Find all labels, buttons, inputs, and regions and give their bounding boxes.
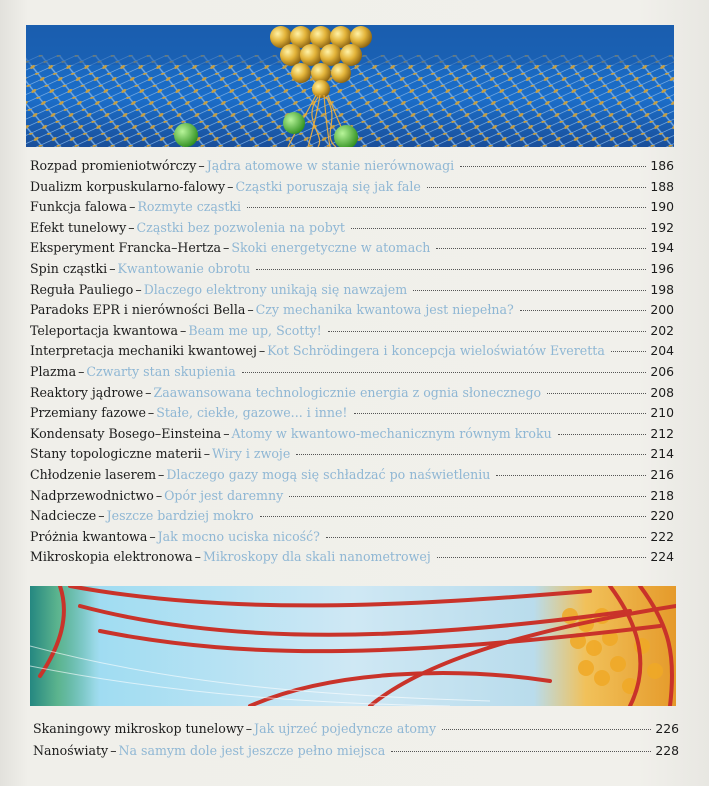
entry-title: Mikroskopia elektronowa xyxy=(30,549,193,565)
entry-separator: – xyxy=(203,446,211,462)
entry-page-number: 206 xyxy=(650,363,674,379)
entry-title: Stany topologiczne materii xyxy=(30,446,202,462)
dot-leader xyxy=(326,537,646,538)
entry-separator: – xyxy=(194,549,201,565)
dot-leader xyxy=(436,248,646,249)
entry-page-number: 200 xyxy=(650,302,674,318)
toc-entry xyxy=(30,218,674,239)
toc-entry xyxy=(30,197,674,218)
entry-separator: – xyxy=(245,721,253,736)
entry-separator: – xyxy=(149,528,156,544)
entry-subtitle: Beam me up, Scotty! xyxy=(188,322,322,338)
dot-leader xyxy=(496,475,646,476)
entry-title: Efekt tunelowy xyxy=(30,219,127,235)
dot-leader xyxy=(328,331,647,332)
entry-page-number: 190 xyxy=(650,199,674,215)
entry-subtitle: Dlaczego elektrony unikają się nawzajem xyxy=(143,281,408,297)
entry-separator: – xyxy=(223,240,230,256)
entry-subtitle: Mikroskopy dla skali nanometrowej xyxy=(202,549,431,565)
entry-subtitle: Stałe, ciekłe, gazowe... i inne! xyxy=(156,405,348,421)
dot-leader xyxy=(289,496,646,497)
dot-leader xyxy=(351,228,646,229)
dot-leader xyxy=(611,351,646,352)
dot-leader xyxy=(520,310,647,311)
toc-entry xyxy=(30,341,674,362)
toc-entry xyxy=(33,718,679,740)
entry-subtitle: Skoki energetyczne w atomach xyxy=(231,240,431,256)
dot-leader xyxy=(242,372,647,373)
entry-page-number: 188 xyxy=(650,178,674,194)
entry-separator: – xyxy=(158,466,165,482)
dot-leader xyxy=(427,187,646,188)
entry-title: Próżnia kwantowa xyxy=(30,528,148,544)
stm-tip-lattice-illustration xyxy=(26,25,674,147)
entry-subtitle: Atomy w kwantowo-mechanicznym równym kroku xyxy=(231,425,552,441)
entry-page-number: 204 xyxy=(650,343,674,359)
dot-leader xyxy=(354,413,647,414)
entry-subtitle: Rozmyte cząstki xyxy=(137,199,242,215)
entry-subtitle: Cząstki poruszają się jak fale xyxy=(235,178,421,194)
toc-entry xyxy=(30,465,674,486)
entry-separator: – xyxy=(145,384,152,400)
dot-leader xyxy=(437,557,647,558)
toc-entry xyxy=(30,280,674,301)
entry-title: Nadprzewodnictwo xyxy=(30,487,154,503)
entry-page-number: 210 xyxy=(650,405,674,421)
entry-title: Reaktory jądrowe xyxy=(30,384,144,400)
toc-entry xyxy=(33,740,679,762)
entry-separator: – xyxy=(135,281,142,297)
entry-title: Rozpad promieniotwórczy xyxy=(30,158,197,173)
entry-separator: – xyxy=(128,219,135,235)
entry-separator: – xyxy=(110,743,117,758)
entry-subtitle: Kot Schrödingera i koncepcja wieloświatów Everetta xyxy=(267,343,605,359)
entry-title: Spin cząstki xyxy=(30,260,108,276)
entry-page-number: 214 xyxy=(650,446,674,462)
entry-subtitle: Zaawansowana technologicznie energia z ognia słonecznego xyxy=(153,384,542,400)
dot-leader xyxy=(256,269,646,270)
entry-separator: – xyxy=(129,199,136,215)
entry-subtitle: Jeszcze bardziej mokro xyxy=(106,508,254,524)
entry-separator: – xyxy=(98,508,105,524)
toc-entry xyxy=(30,156,674,177)
entry-page-number: 222 xyxy=(650,528,674,544)
bottom-illustration xyxy=(30,586,676,706)
entry-subtitle: Czy mechanika kwantowa jest niepełna? xyxy=(255,302,514,318)
toc-entry xyxy=(30,259,674,280)
entry-subtitle: Cząstki bez pozwolenia na pobyt xyxy=(136,219,345,235)
entry-page-number: 196 xyxy=(650,260,674,276)
entry-separator: – xyxy=(147,405,155,421)
top-illustration xyxy=(26,25,674,147)
entry-separator: – xyxy=(180,322,187,338)
entry-subtitle: Dlaczego gazy mogą się schładzać po naświetleniu xyxy=(166,466,491,482)
toc-entry xyxy=(30,444,674,465)
entry-subtitle: Na samym dole jest jeszcze pełno miejsca xyxy=(118,743,386,758)
toc-entry xyxy=(30,547,674,568)
entry-subtitle: Wiry i zwoje xyxy=(212,446,291,462)
entry-title: Skaningowy mikroskop tunelowy xyxy=(33,721,244,736)
entry-separator: – xyxy=(109,260,116,276)
entry-page-number: 228 xyxy=(655,743,679,758)
table-of-contents xyxy=(30,156,674,568)
entry-page-number: 186 xyxy=(650,158,674,173)
entry-separator: – xyxy=(247,302,254,318)
entry-page-number: 224 xyxy=(650,549,674,565)
entry-title: Plazma xyxy=(30,363,77,379)
toc-entry xyxy=(30,424,674,445)
entry-page-number: 202 xyxy=(650,322,674,338)
entry-title: Nanoświaty xyxy=(33,743,109,758)
dot-leader xyxy=(547,393,646,394)
entry-separator: – xyxy=(198,158,205,173)
entry-title: Eksperyment Francka–Hertza xyxy=(30,240,222,256)
toc-entry xyxy=(30,300,674,321)
toc-entry xyxy=(30,321,674,342)
dot-leader xyxy=(442,729,651,730)
entry-page-number: 212 xyxy=(650,425,674,441)
entry-subtitle: Jak mocno uciska nicość? xyxy=(157,528,320,544)
toc-entry xyxy=(30,238,674,259)
entry-title: Dualizm korpuskularno-falowy xyxy=(30,178,226,194)
entry-title: Nadciecze xyxy=(30,508,97,524)
entry-separator: – xyxy=(78,363,85,379)
toc-entry xyxy=(30,527,674,548)
entry-separator: – xyxy=(223,425,230,441)
field-lines-illustration xyxy=(30,586,676,706)
table-of-contents-continued xyxy=(33,718,679,762)
entry-page-number: 194 xyxy=(650,240,674,256)
entry-page-number: 192 xyxy=(650,219,674,235)
entry-title: Chłodzenie laserem xyxy=(30,466,157,482)
toc-entry xyxy=(30,403,674,424)
entry-title: Paradoks EPR i nierówności Bella xyxy=(30,302,246,318)
dot-leader xyxy=(247,207,646,208)
entry-page-number: 226 xyxy=(655,721,679,736)
toc-entry xyxy=(30,362,674,383)
entry-page-number: 208 xyxy=(650,384,674,400)
dot-leader xyxy=(296,454,646,455)
dot-leader xyxy=(460,166,646,167)
entry-title: Reguła Pauliego xyxy=(30,281,134,297)
entry-page-number: 216 xyxy=(650,466,674,482)
entry-title: Teleportacja kwantowa xyxy=(30,322,179,338)
toc-entry xyxy=(30,177,674,198)
entry-title: Funkcja falowa xyxy=(30,199,128,215)
entry-subtitle: Opór jest daremny xyxy=(164,487,284,503)
entry-subtitle: Czwarty stan skupienia xyxy=(86,363,236,379)
entry-page-number: 198 xyxy=(650,281,674,297)
entry-separator: – xyxy=(155,487,163,503)
entry-title: Interpretacja mechaniki kwantowej xyxy=(30,343,257,359)
entry-subtitle: Jak ujrzeć pojedyncze atomy xyxy=(254,721,437,736)
toc-entry xyxy=(30,506,674,527)
entry-page-number: 220 xyxy=(650,508,674,524)
toc-entry xyxy=(30,383,674,404)
dot-leader xyxy=(413,290,646,291)
entry-page-number: 218 xyxy=(650,487,674,503)
entry-separator: – xyxy=(227,178,234,194)
dot-leader xyxy=(260,516,647,517)
entry-title: Kondensaty Bosego–Einsteina xyxy=(30,425,222,441)
entry-separator: – xyxy=(258,343,266,359)
entry-subtitle: Kwantowanie obrotu xyxy=(117,260,251,276)
toc-entry xyxy=(30,486,674,507)
entry-title: Przemiany fazowe xyxy=(30,405,146,421)
dot-leader xyxy=(558,434,647,435)
entry-subtitle: Jądra atomowe w stanie nierównowagi xyxy=(206,158,455,173)
dot-leader xyxy=(391,751,651,752)
